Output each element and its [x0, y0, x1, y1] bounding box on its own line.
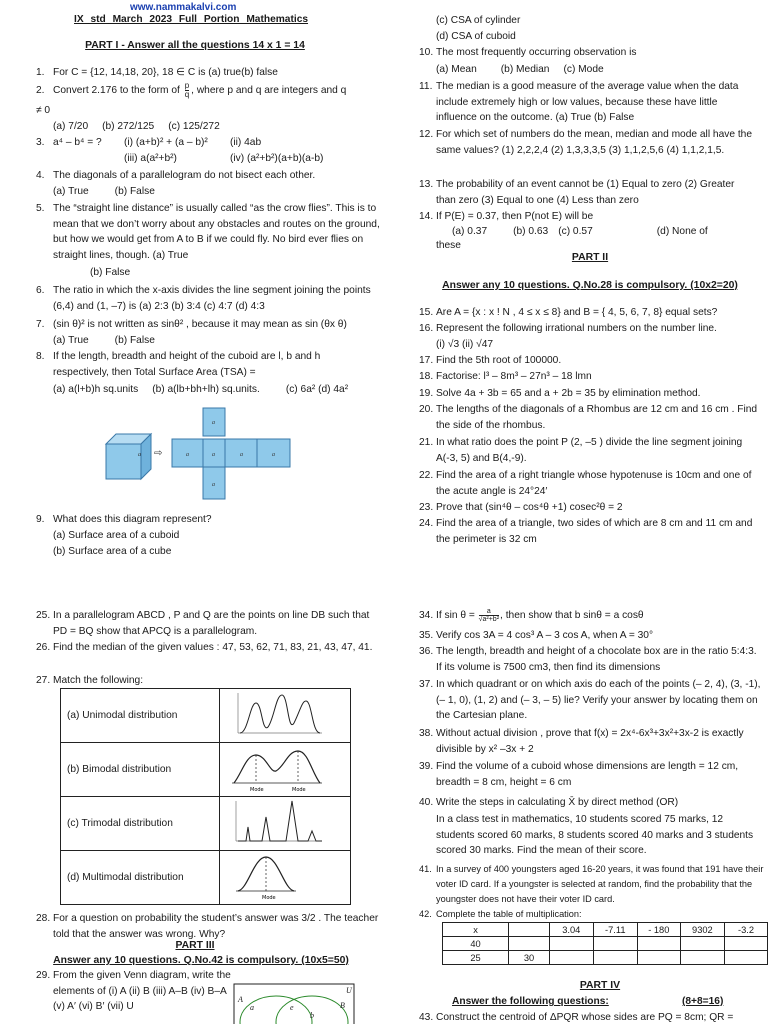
question-12: 12. For which set of numbers do the mean, median and mode all have the same values? (1) 2,2,2,4 (2) 1,3,3,3,5 (3) 1,1,2,5,6 (4) 1,1,2,1,5. — [419, 129, 752, 156]
question-13: 13. The probability of an event cannot be (1) Equal to zero (2) Greater than zero (3) Equal to one (4) Less than zero — [419, 179, 735, 206]
question-9: 9. What does this diagram represent? — [36, 514, 212, 525]
match-figure-2 — [220, 743, 351, 797]
multiplication-table — [442, 922, 768, 965]
question-2: 2. Convert 2.176 to the form of $\frac{p}{q}$ , where p and q are integers and q — [36, 81, 347, 99]
question-7: 7. (sin θ)² is not written as sinθ² , because it may mean as sin (θx θ) — [36, 319, 347, 330]
question-26: 26. Find the median of the given values : 47, 53, 62, 71, 83, 21, 43, 47, 41. — [36, 642, 373, 653]
part3-heading: PART III — [175, 940, 215, 951]
cube-front-face — [106, 444, 141, 479]
question-40: 40. Write the steps in calculating X̄ by direct method (OR) — [419, 797, 679, 808]
question-27: 27. Match the following: — [36, 675, 144, 686]
table-row — [61, 743, 351, 797]
table-cell: 3.04 — [550, 923, 594, 937]
question-39: 39. Find the volume of a cuboid whose dimensions are length = 12 cm, breadth = 8 cm, height = 6 cm — [419, 761, 739, 788]
table-cell — [509, 937, 550, 951]
question-10: 10. The most frequently occurring observation is — [419, 47, 637, 58]
part4-title: Answer the following questions: — [452, 996, 609, 1007]
question-2-options: (a) 7/20 (b) 272/125 (c) 125/272 — [53, 121, 220, 132]
bimodal-sketch — [226, 743, 326, 793]
svg-text:b: b — [310, 1011, 314, 1020]
question-6: 6. The ratio in which the x-axis divides the line segment joining the points (6,4) and (1, –7) is (a) 2:3 (b) 3:4 (c) 4:7 (d) 4:3 — [36, 285, 371, 312]
question-25: 25. In a parallelogram ABCD , P and Q are the points on line DB such that PD = BQ show that APCQ is a parallelogram. — [36, 610, 370, 637]
question-9-option-c: (c) CSA of cylinder — [436, 15, 521, 26]
table-cell — [509, 923, 550, 937]
question-3-opt-iii: (iii) a(a²+b²) — [124, 153, 177, 164]
multimodal-sketch — [226, 797, 326, 847]
table-cell — [593, 937, 637, 951]
table-cell: 30 — [509, 951, 550, 965]
part1-title: PART I - Answer all the questions 14 x 1 = 14 — [85, 40, 305, 51]
question-36: 36. The length, breadth and height of a chocolate box are in the ratio 5:4:3. If its volume is 7500 cm3, then find its dimensions — [419, 646, 757, 673]
question-38: 38. Without actual division , prove that f(x) = 2x⁴-6x³+3x²+3x-2 is exactly divisible by x² –3x + 2 — [419, 728, 744, 755]
svg-text:a: a — [272, 452, 275, 458]
question-21: 21. In what ratio does the point P (2, –5 ) divide the line segment joining A(-3, 5) and B(4,-9). — [419, 437, 743, 464]
svg-text:a: a — [212, 452, 215, 458]
table-cell: 9302 — [680, 923, 724, 937]
svg-text:Mode: Mode — [262, 895, 276, 901]
svg-text:⇨: ⇨ — [154, 448, 163, 459]
question-35: 35. Verify cos 3A = 4 cos³ A – 3 cos A, when A = 30° — [419, 630, 654, 641]
table-cell — [725, 951, 768, 965]
question-34: 34. If $\sin \theta = \frac{a}{\text{√a²+b²}}$, then show that b sinθ = a cosθ — [419, 608, 644, 623]
venn-diagram — [232, 982, 362, 1024]
part2-heading: PART II — [571, 252, 609, 263]
table-cell — [550, 951, 594, 965]
table-row — [443, 951, 768, 965]
question-42: 42. Complete the table of multiplication: — [419, 909, 582, 919]
svg-text:U: U — [346, 986, 352, 995]
match-table — [60, 688, 351, 905]
cube-net-diagram — [96, 404, 296, 504]
question-37: 37. In which quadrant or on which axis do each of the points (– 2, 4), (3, -1), (– 1, 0), (1, 2) and (– 3, – 5) lie? Verify your answer by locating them on the Cartesian plane. — [419, 679, 761, 721]
table-cell — [637, 937, 680, 951]
svg-text:B: B — [340, 1001, 345, 1010]
svg-text:a: a — [212, 482, 215, 488]
table-cell — [680, 937, 724, 951]
trimodal-sketch — [226, 689, 326, 739]
question-40-alt: In a class test in mathematics, 10 students scored 75 marks, 12 students scored 60 marks, 8 students scored 40 marks and 3 students scored 30 marks. Find the mean of their score. — [436, 814, 754, 856]
question-5-option-b: (b) False — [90, 267, 131, 278]
question-9-option-b: (b) Surface area of a cube — [53, 546, 172, 557]
table-row — [61, 689, 351, 743]
svg-text:a: a — [250, 1003, 254, 1012]
question-5: 5. The “straight line distance” is usually called “as the crow flies”. This is to mean that we don’t worry about any obstacles and routes on the ground, but how we would get from A to B if we could fly. No bird ever flies on straight lines, though. (a) True — [36, 203, 380, 261]
exam-header: IX std March 2023 Full Portion Mathematics — [74, 14, 309, 25]
table-cell — [680, 951, 724, 965]
svg-text:A: A — [238, 995, 243, 1004]
table-cell: 40 — [443, 937, 509, 951]
table-row — [61, 851, 351, 905]
question-7-options: (a) True (b) False — [53, 335, 155, 346]
question-14-option-d-cont: these — [436, 240, 461, 251]
unimodal-sketch — [226, 851, 326, 901]
site-url: www.nammakalvi.com — [130, 2, 237, 13]
question-22: 22. Find the area of a right triangle whose hypotenuse is 10cm and one of the acute angle is 24°24′ — [419, 470, 752, 497]
question-4: 4. The diagonals of a parallelogram do not bisect each other. — [36, 170, 316, 181]
question-3: 3. a⁴ – b⁴ = ? — [36, 137, 102, 148]
match-label-unimodal: (a) Unimodal distribution — [61, 689, 220, 743]
question-8: 8. If the length, breadth and height of the cuboid are l, b and h respectively, then Total Surface Area (TSA) = — [36, 351, 321, 378]
question-10-options: (a) Mean (b) Median (c) Mode — [436, 64, 604, 75]
table-row — [443, 937, 768, 951]
question-28: 28. For a question on probability the student’s answer was 3/2 . The teacher told that the answer was wrong. Why? — [36, 913, 379, 940]
table-cell: 25 — [443, 951, 509, 965]
question-17: 17. Find the 5th root of 100000. — [419, 355, 562, 366]
table-cell: -3.2 — [725, 923, 768, 937]
match-label-multimodal: (d) Multimodal distribution — [61, 851, 220, 905]
question-2-condition: ≠ 0 — [36, 105, 51, 116]
question-3-opt-i: (i) (a+b)² + (a – b)² — [124, 137, 208, 148]
match-label-trimodal: (c) Trimodal distribution — [61, 797, 220, 851]
svg-text:a: a — [240, 452, 243, 458]
question-16: 16. Represent the following irrational numbers on the number line. — [419, 323, 717, 334]
question-9-option-d: (d) CSA of cuboid — [436, 31, 516, 42]
question-18: 18. Factorise: l³ – 8m³ – 27n³ – 18 lmn — [419, 371, 592, 382]
question-20: 20. The lengths of the diagonals of a Rhombus are 12 cm and 16 cm . Find the side of the rhombus. — [419, 404, 758, 431]
match-figure-4 — [220, 851, 351, 905]
question-29: 29. From the given Venn diagram, write the elements of (i) A (ii) B (iii) A–B (iv) B–A (v) A′ (vi) B′ (vii) U — [36, 970, 231, 1012]
svg-text:a: a — [138, 452, 141, 458]
question-23: 23. Prove that (sin⁴θ – cos⁴θ +1) cosec²θ = 2 — [419, 502, 623, 513]
table-cell: - 180 — [637, 923, 680, 937]
part3-title: Answer any 10 questions. Q.No.42 is compulsory. (10x5=50) — [53, 955, 349, 966]
svg-text:Mode: Mode — [250, 787, 264, 793]
question-14: 14. If P(E) = 0.37, then P(not E) will be — [419, 211, 594, 222]
part4-marks: (8+8=16) — [682, 996, 724, 1007]
table-cell — [725, 937, 768, 951]
question-19: 19. Solve 4a + 3b = 65 and a + 2b = 35 by elimination method. — [419, 388, 701, 399]
question-16-parts: (i) √3 (ii) √47 — [436, 339, 494, 350]
svg-text:a: a — [186, 452, 189, 458]
question-14-options: (a) 0.37 (b) 0.63 (c) 0.57 (d) None of — [452, 226, 708, 237]
question-11: 11. The median is a good measure of the average value when the data include extremely high or low values, because these have little influence on the outcome. (a) True (b) False — [419, 81, 739, 123]
question-1: 1. For C = {12, 14,18, 20}, 18 ∈ C is (a) true(b) false — [36, 67, 278, 78]
question-3-opt-iv: (iv) (a²+b²)(a+b)(a-b) — [230, 153, 324, 164]
svg-text:a: a — [212, 420, 215, 426]
question-24: 24. Find the area of a triangle, two sides of which are 8 cm and 11 cm and the perimeter is 32 cm — [419, 518, 753, 545]
table-row — [61, 797, 351, 851]
question-41: 41. In a survey of 400 youngsters aged 16-20 years, it was found that 191 have their voter ID card. If a youngster is selected at random, find the probability that the youngster does not have their voter ID card. — [419, 864, 764, 904]
table-cell — [593, 951, 637, 965]
table-cell: -7.11 — [593, 923, 637, 937]
table-cell — [637, 951, 680, 965]
part2-title: Answer any 10 questions. Q.No.28 is compulsory. (10x2=20) — [442, 280, 738, 291]
match-figure-1 — [220, 689, 351, 743]
question-3-opt-ii: (ii) 4ab — [230, 137, 262, 148]
svg-text:e: e — [290, 1003, 294, 1012]
table-cell: x — [443, 923, 509, 937]
svg-text:Mode: Mode — [292, 787, 306, 793]
question-9-option-a: (a) Surface area of a cuboid — [53, 530, 180, 541]
part4-heading: PART IV — [579, 980, 621, 991]
table-row — [443, 923, 768, 937]
question-15: 15. Are A = {x : x ! N , 4 ≤ x ≤ 8} and B = { 4, 5, 6, 7, 8} equal sets? — [419, 307, 718, 318]
question-4-options: (a) True (b) False — [53, 186, 155, 197]
table-cell — [550, 937, 594, 951]
question-8-options: (a) a(l+b)h sq.units (b) a(lb+bh+lh) sq.units. (c) 6a² (d) 4a² — [53, 384, 349, 395]
match-label-bimodal: (b) Bimodal distribution — [61, 743, 220, 797]
match-figure-3 — [220, 797, 351, 851]
question-43: 43. Construct the centroid of ΔPQR whose sides are PQ = 8cm; QR = — [419, 1012, 734, 1023]
